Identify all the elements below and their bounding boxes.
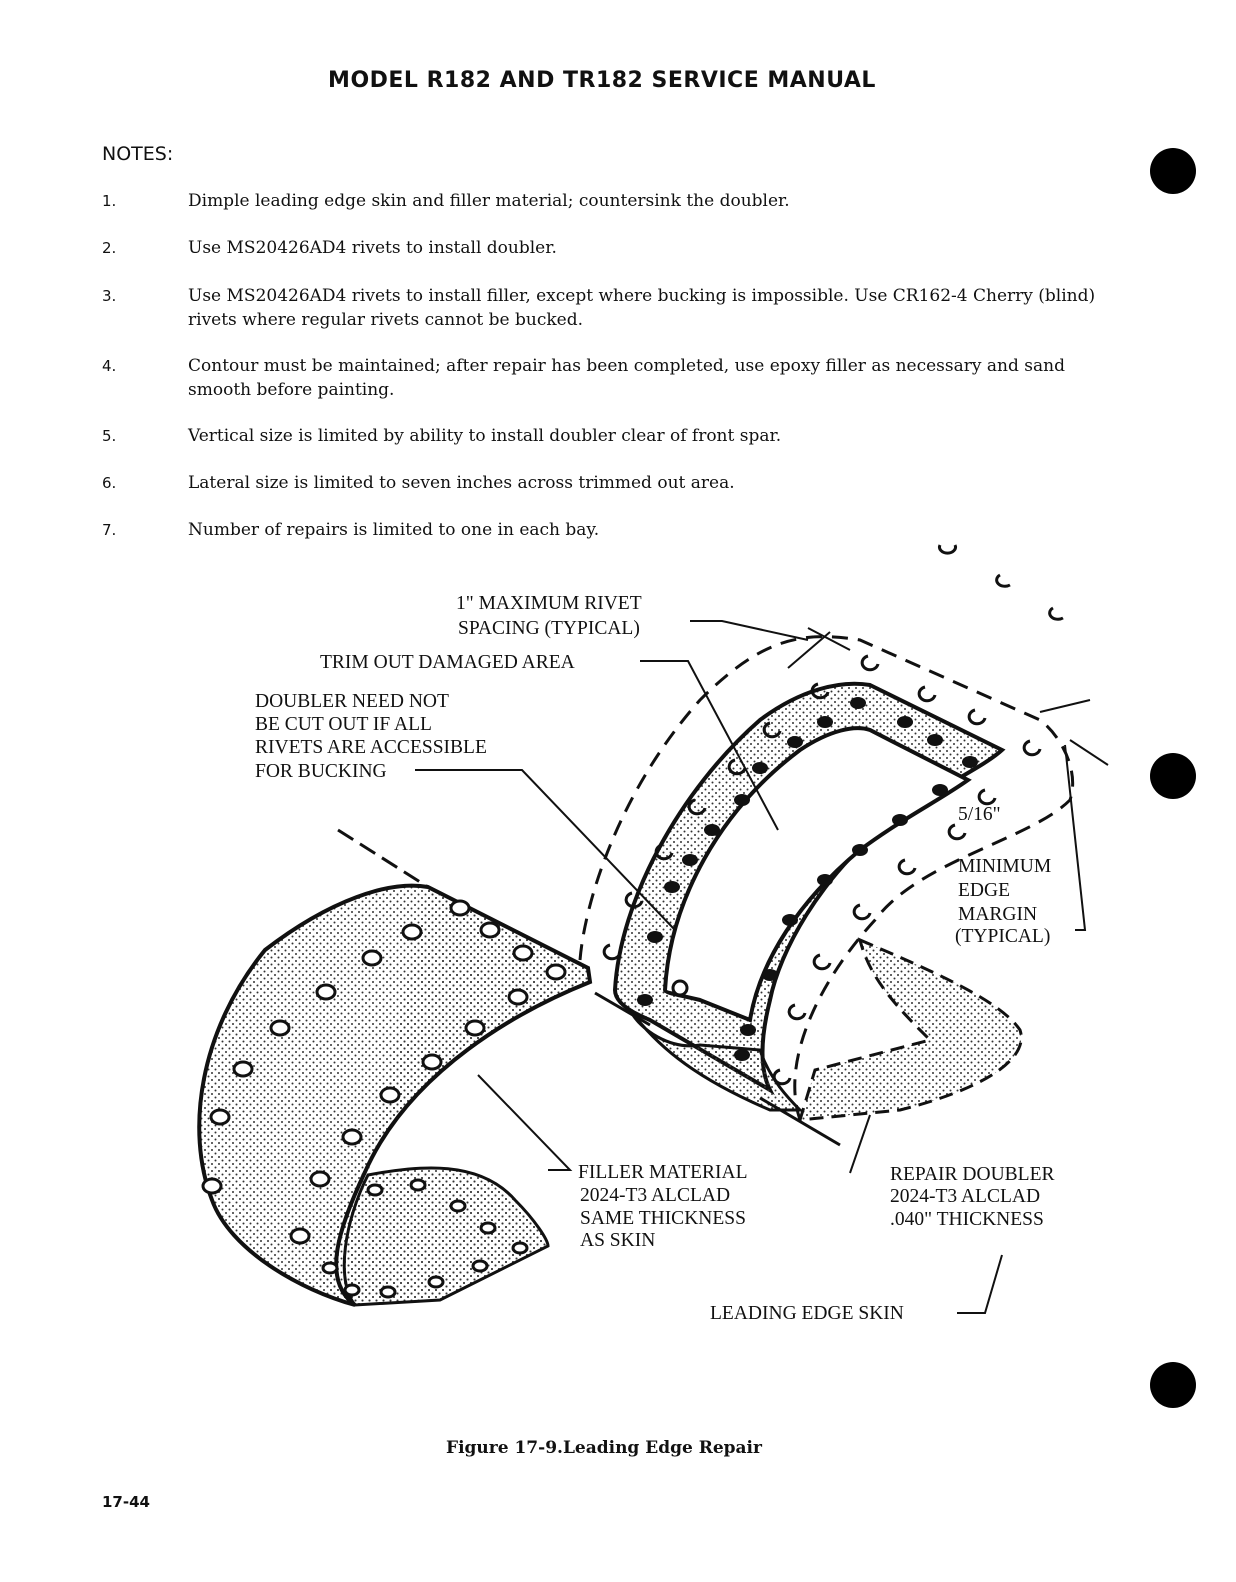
callout-line: 2024-T3 ALCLAD bbox=[580, 1185, 731, 1206]
callout-doubler-note bbox=[255, 691, 487, 782]
page-number: 17-44 bbox=[102, 1493, 150, 1511]
callout-filler bbox=[578, 1162, 748, 1251]
note-number: 6. bbox=[102, 474, 117, 492]
callout-rivet-spacing bbox=[456, 593, 642, 639]
note-number: 4. bbox=[102, 357, 117, 375]
callout-line: SAME THICKNESS bbox=[580, 1208, 746, 1229]
callout-edge-margin bbox=[955, 804, 1051, 947]
callout-line: RIVETS ARE ACCESSIBLE bbox=[255, 737, 487, 758]
callout-line: (TYPICAL) bbox=[955, 926, 1051, 947]
callout-line: 5/16" bbox=[958, 804, 1001, 825]
callout-line: MINIMUM bbox=[958, 856, 1052, 877]
callout-line: BE CUT OUT IF ALL bbox=[255, 714, 432, 735]
note-number: 3. bbox=[102, 287, 117, 305]
notes-heading: NOTES: bbox=[102, 143, 174, 165]
callout-line: 2024-T3 ALCLAD bbox=[890, 1186, 1041, 1207]
page-header: MODEL R182 AND TR182 SERVICE MANUAL bbox=[328, 68, 876, 93]
callout-line: AS SKIN bbox=[580, 1230, 656, 1251]
callout-line: FOR BUCKING bbox=[255, 761, 387, 782]
note-number: 7. bbox=[102, 521, 117, 539]
callout-line: DOUBLER NEED NOT bbox=[255, 691, 449, 712]
callout-line: TRIM OUT DAMAGED AREA bbox=[320, 652, 575, 673]
callout-trim-out bbox=[320, 652, 575, 673]
note-text: Use MS20426AD4 rivets to install filler, except where bucking is impossible. Use CR162-4 Cherry (blind) rivets where regular rivets cannot be bucked. bbox=[188, 286, 1096, 330]
callout-line: LEADING EDGE SKIN bbox=[710, 1303, 904, 1324]
callout-line: FILLER MATERIAL bbox=[578, 1162, 748, 1183]
note-number: 2. bbox=[102, 239, 117, 257]
note-text: Number of repairs is limited to one in each bay. bbox=[188, 520, 600, 540]
note-text: Lateral size is limited to seven inches across trimmed out area. bbox=[188, 473, 735, 493]
filler-material-part bbox=[199, 830, 590, 1305]
figure-caption: Figure 17-9.Leading Edge Repair bbox=[446, 1438, 762, 1458]
callout-line: 1" MAXIMUM RIVET bbox=[456, 593, 642, 614]
note-text: Dimple leading edge skin and filler material; countersink the doubler. bbox=[188, 191, 790, 211]
callout-line: SPACING (TYPICAL) bbox=[458, 618, 640, 639]
callout-line: .040" THICKNESS bbox=[890, 1209, 1044, 1230]
note-number: 5. bbox=[102, 427, 117, 445]
note-text: Use MS20426AD4 rivets to install doubler. bbox=[188, 238, 557, 258]
callout-line: REPAIR DOUBLER bbox=[890, 1164, 1055, 1185]
note-text: Contour must be maintained; after repair has been completed, use epoxy filler as necessary and sand smooth before painting. bbox=[188, 356, 1065, 400]
callout-line: EDGE bbox=[958, 880, 1010, 901]
callout-line: MARGIN bbox=[958, 904, 1038, 925]
note-number: 1. bbox=[102, 192, 117, 210]
callout-doubler bbox=[890, 1164, 1055, 1230]
callout-skin bbox=[710, 1303, 904, 1324]
note-text: Vertical size is limited by ability to install doubler clear of front spar. bbox=[188, 426, 782, 446]
